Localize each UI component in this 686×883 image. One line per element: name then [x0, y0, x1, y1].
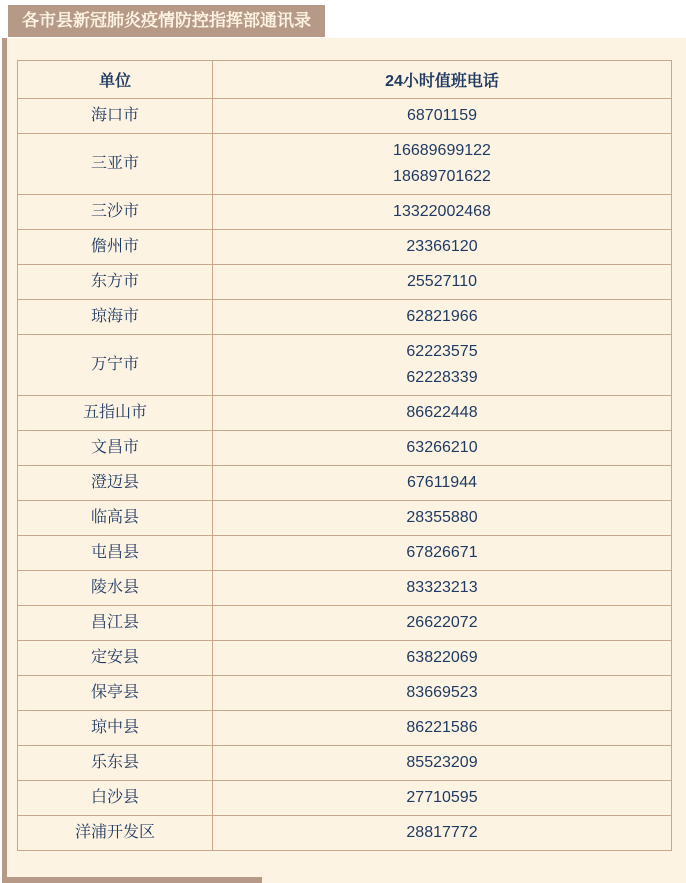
column-header-phone: 24小时值班电话 [213, 61, 672, 99]
table-row [18, 781, 672, 816]
unit-cell: 文昌市 [18, 431, 213, 466]
phone-cell [213, 816, 672, 851]
phone-cell [213, 711, 672, 746]
unit-cell: 屯昌县 [18, 536, 213, 571]
phone-number: 85523209 [406, 754, 478, 771]
next-section-banner-edge [2, 877, 262, 883]
table-row [18, 676, 672, 711]
phone-number: 63822069 [406, 649, 478, 666]
table-row [18, 134, 672, 195]
phone-cell [213, 746, 672, 781]
table-row [18, 501, 672, 536]
phone-cell [213, 335, 672, 396]
unit-cell: 东方市 [18, 265, 213, 300]
unit-cell: 琼海市 [18, 300, 213, 335]
table-row [18, 536, 672, 571]
table-row [18, 466, 672, 501]
phone-number: 68701159 [407, 107, 477, 124]
table-row [18, 396, 672, 431]
phone-number: 67826671 [406, 544, 478, 561]
unit-cell: 三亚市 [18, 134, 213, 195]
phone-cell [213, 781, 672, 816]
phone-cell [213, 396, 672, 431]
phone-number: 25527110 [407, 273, 477, 290]
phone-cell [213, 431, 672, 466]
phone-cell [213, 606, 672, 641]
phone-number: 62228339 [406, 369, 478, 386]
phone-cell [213, 99, 672, 134]
section-title-banner [8, 5, 325, 37]
unit-cell: 陵水县 [18, 571, 213, 606]
phone-cell [213, 676, 672, 711]
unit-cell: 乐东县 [18, 746, 213, 781]
unit-cell: 定安县 [18, 641, 213, 676]
unit-cell: 万宁市 [18, 335, 213, 396]
phone-number: 18689701622 [393, 168, 491, 185]
unit-cell: 临高县 [18, 501, 213, 536]
phone-number: 86221586 [406, 719, 478, 736]
phone-number: 83323213 [406, 579, 478, 596]
phone-number: 62223575 [406, 343, 478, 360]
unit-cell: 儋州市 [18, 230, 213, 265]
phone-cell [213, 230, 672, 265]
phone-number: 62821966 [406, 308, 478, 325]
table-row [18, 300, 672, 335]
table-row [18, 711, 672, 746]
unit-cell: 洋浦开发区 [18, 816, 213, 851]
table-row [18, 816, 672, 851]
phone-number: 86622448 [406, 404, 478, 421]
phone-number: 67611944 [407, 474, 477, 491]
section-title: 各市县新冠肺炎疫情防控指挥部通讯录 [22, 11, 311, 30]
unit-cell: 保亭县 [18, 676, 213, 711]
table-header-row [18, 61, 672, 99]
phone-number: 16689699122 [393, 142, 491, 159]
table-row [18, 641, 672, 676]
phone-cell [213, 571, 672, 606]
unit-cell: 琼中县 [18, 711, 213, 746]
phone-number: 23366120 [406, 238, 478, 255]
column-header-unit: 单位 [18, 61, 213, 99]
table-row [18, 265, 672, 300]
phone-number: 13322002468 [393, 203, 491, 220]
phone-cell [213, 134, 672, 195]
phone-number: 27710595 [406, 789, 478, 806]
table-row [18, 335, 672, 396]
table-row [18, 230, 672, 265]
unit-cell: 海口市 [18, 99, 213, 134]
phone-number: 63266210 [406, 439, 478, 456]
phone-number: 83669523 [406, 684, 478, 701]
phone-cell [213, 641, 672, 676]
phone-cell [213, 265, 672, 300]
table-row [18, 746, 672, 781]
table-row [18, 431, 672, 466]
contact-table [17, 60, 672, 851]
phone-number: 28817772 [406, 824, 478, 841]
table-row [18, 571, 672, 606]
table-row [18, 195, 672, 230]
unit-cell: 五指山市 [18, 396, 213, 431]
phone-number: 28355880 [406, 509, 478, 526]
table-row [18, 99, 672, 134]
unit-cell: 澄迈县 [18, 466, 213, 501]
content-panel [7, 38, 686, 883]
phone-cell [213, 501, 672, 536]
phone-cell [213, 195, 672, 230]
table-row [18, 606, 672, 641]
unit-cell: 三沙市 [18, 195, 213, 230]
phone-cell [213, 466, 672, 501]
phone-number: 26622072 [406, 614, 478, 631]
phone-cell [213, 300, 672, 335]
unit-cell: 昌江县 [18, 606, 213, 641]
phone-cell [213, 536, 672, 571]
unit-cell: 白沙县 [18, 781, 213, 816]
